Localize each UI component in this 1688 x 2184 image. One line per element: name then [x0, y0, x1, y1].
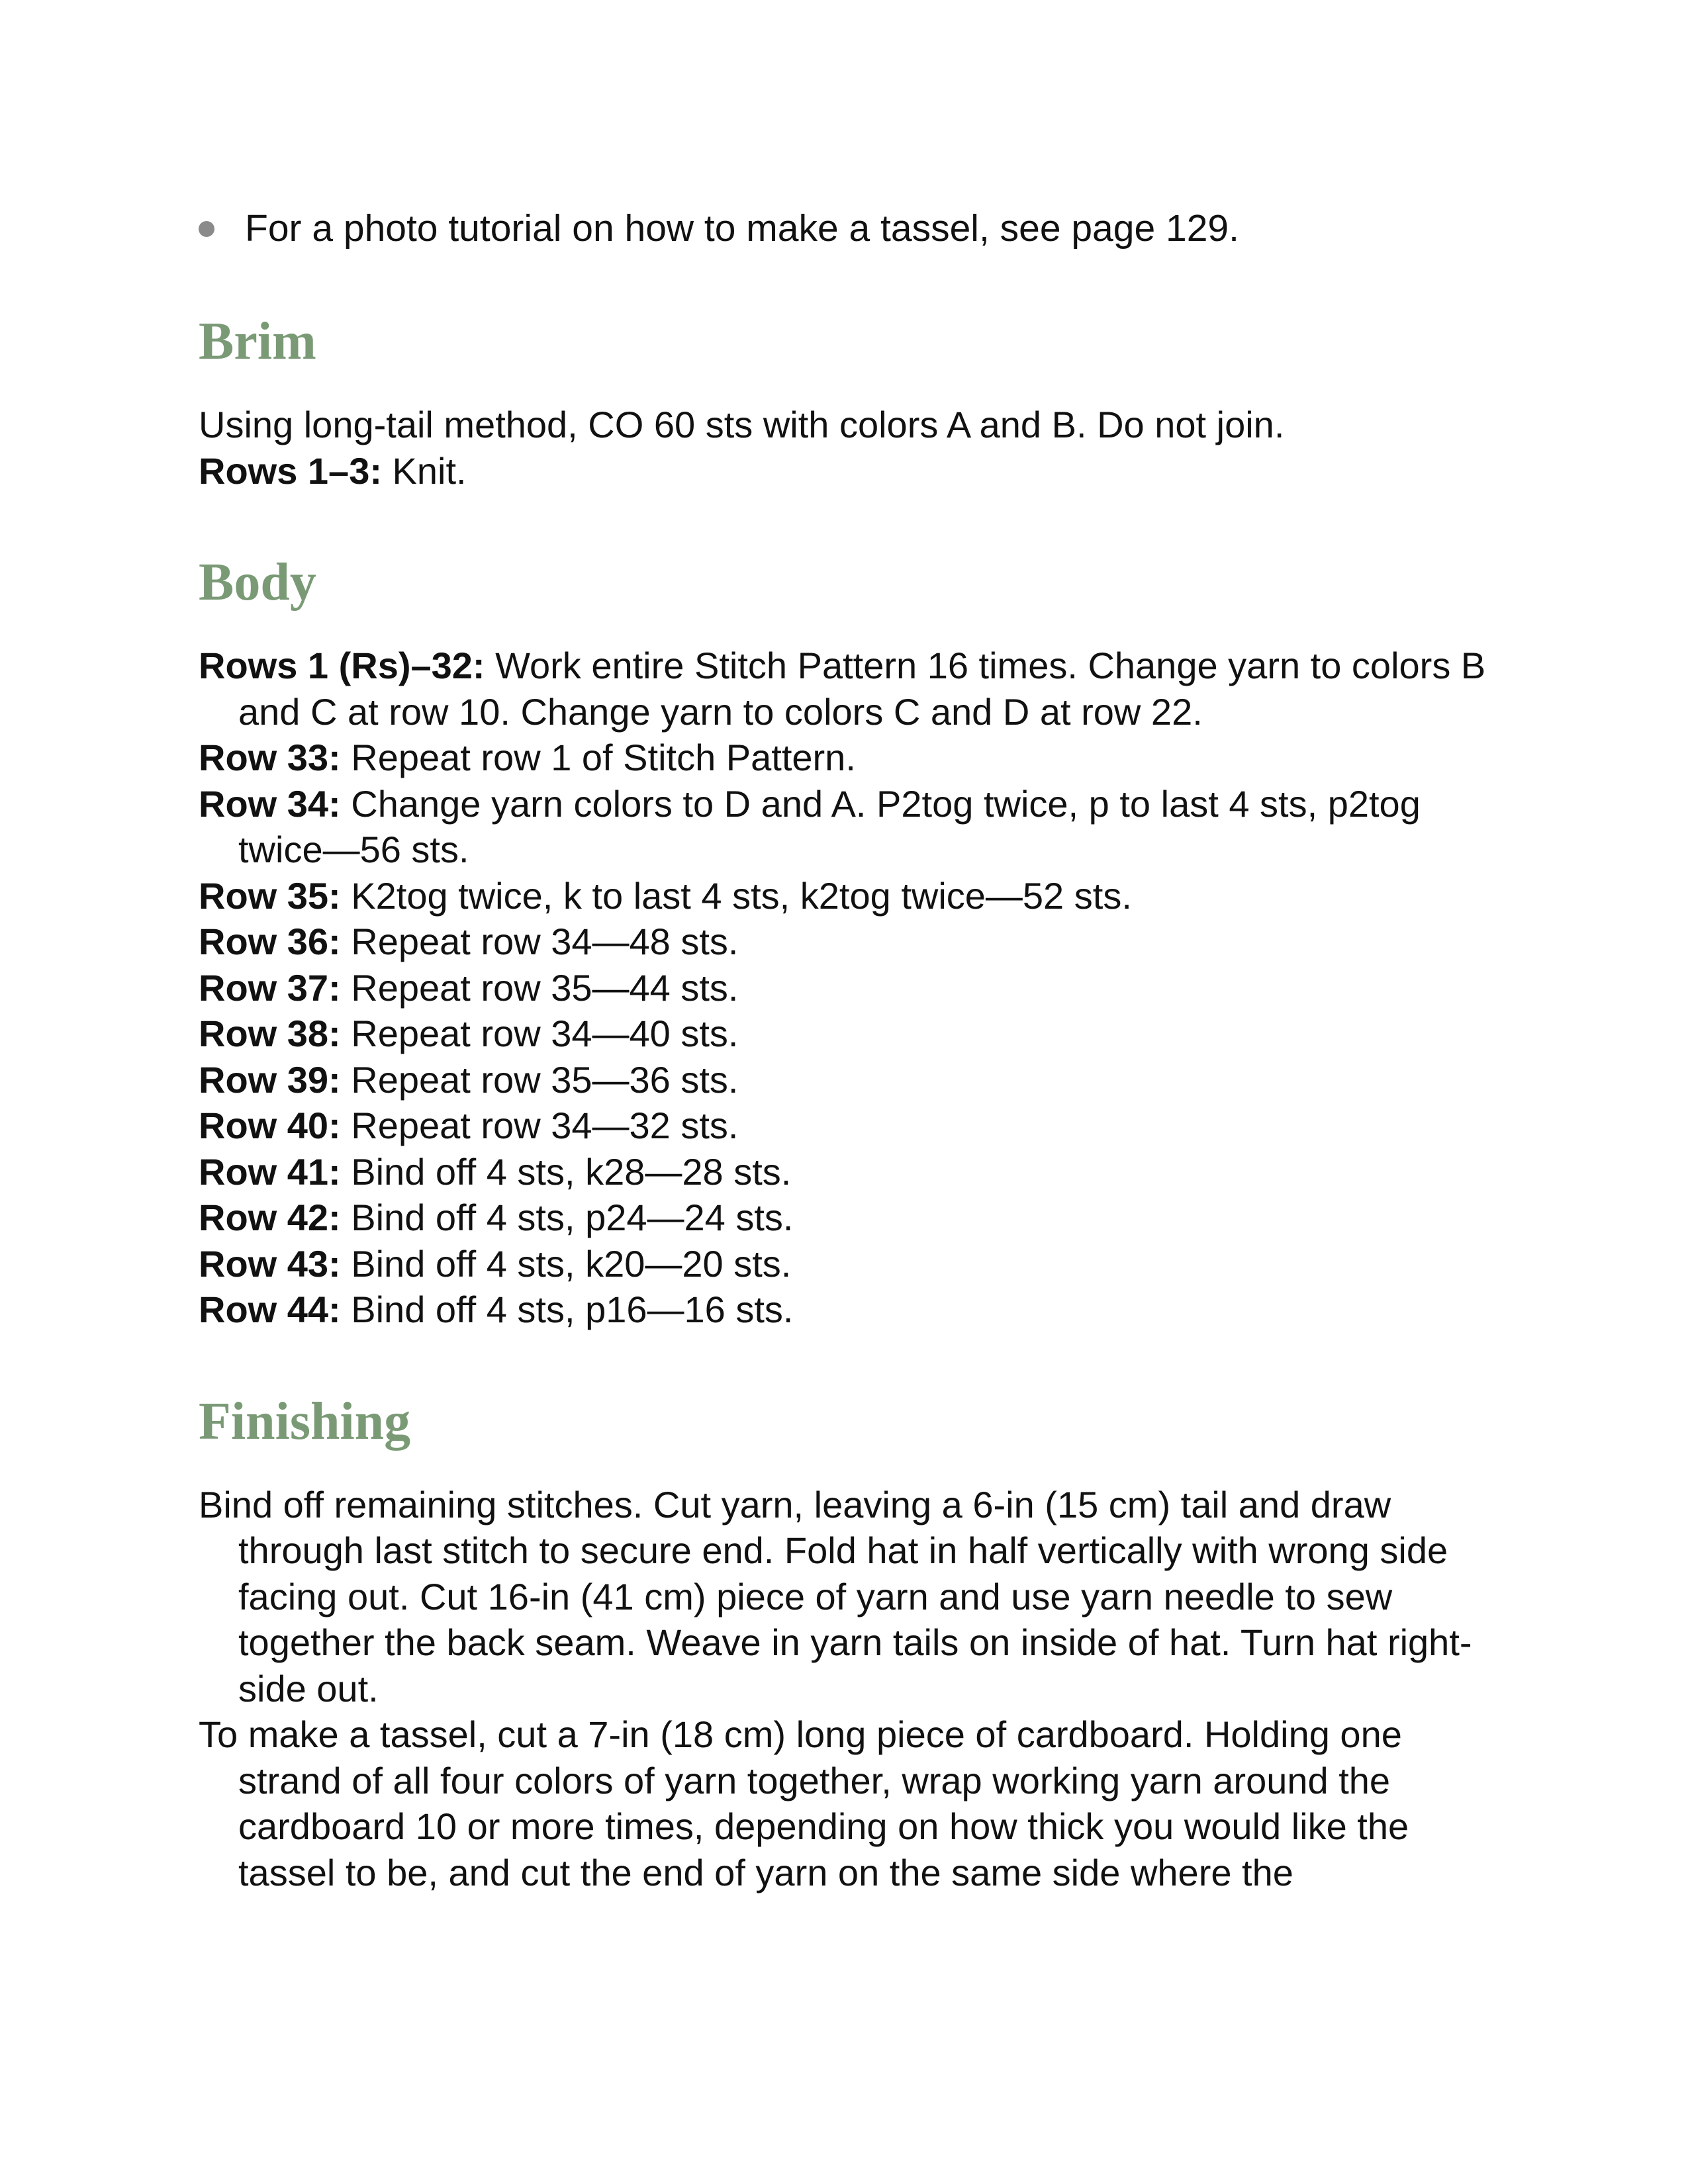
row-text: Repeat row 34—48 sts.	[340, 921, 739, 962]
finishing-heading: Finishing	[199, 1392, 411, 1451]
row-label: Row 34:	[199, 782, 341, 825]
row-label: Row 33:	[199, 737, 341, 778]
row-label: Row 40:	[199, 1105, 341, 1146]
body-line	[199, 965, 1496, 1011]
row-text: Knit.	[382, 449, 467, 492]
body-line	[199, 1287, 1496, 1333]
body-line	[199, 1057, 1496, 1103]
finishing-paragraph: To make a tassel, cut a 7-in (18 cm) long piece of cardboard. Holding one strand of all four colors of yarn together, wrap working yarn around the cardboard 10 or more times, depending on how thick you would like the tassel to be, and cut the end of yarn on the same side where the	[199, 1713, 1409, 1893]
body-instructions	[199, 643, 1496, 1333]
row-text: Repeat row 35—36 sts.	[340, 1058, 739, 1101]
brim-heading: Brim	[199, 312, 316, 371]
row-text: Repeat row 1 of Stitch Pattern.	[340, 737, 856, 778]
page-content	[199, 205, 1496, 1895]
row-label: Row 36:	[199, 921, 341, 962]
brim-line	[199, 402, 1496, 448]
row-text: Repeat row 34—40 sts.	[340, 1013, 739, 1054]
row-text: Repeat row 34—32 sts.	[340, 1105, 739, 1146]
row-label: Row 43:	[199, 1242, 341, 1285]
body-line	[199, 873, 1496, 919]
row-text: Bind off 4 sts, p16—16 sts.	[340, 1289, 794, 1330]
tip-bullet-item	[199, 205, 1496, 251]
finishing-instructions	[199, 1482, 1496, 1896]
row-label: Row 39:	[199, 1058, 341, 1101]
row-text: Bind off 4 sts, p24—24 sts.	[340, 1197, 794, 1238]
row-text: Bind off 4 sts, k20—20 sts.	[340, 1242, 792, 1285]
body-line	[199, 919, 1496, 965]
row-label: Row 41:	[199, 1150, 341, 1193]
row-text: Using long-tail method, CO 60 sts with colors A and B. Do not join.	[199, 404, 1285, 445]
row-label: Rows 1–3:	[199, 449, 382, 492]
row-text: Bind off 4 sts, k28—28 sts.	[340, 1150, 792, 1193]
body-line	[199, 1241, 1496, 1287]
row-text: Work entire Stitch Pattern 16 times. Change yarn to colors B and C at row 10. Change yarn to colors C and D at row 22.	[238, 645, 1486, 733]
tip-text: For a photo tutorial on how to make a tassel, see page 129.	[245, 207, 1239, 250]
row-label: Row 35:	[199, 874, 341, 917]
body-line	[199, 643, 1496, 735]
body-line	[199, 1195, 1496, 1241]
row-label: Row 44:	[199, 1289, 341, 1330]
body-line	[199, 1011, 1496, 1057]
body-heading: Body	[199, 553, 316, 612]
row-label: Row 37:	[199, 966, 341, 1009]
row-text: K2tog twice, k to last 4 sts, k2tog twice—52 sts.	[340, 874, 1132, 917]
body-line	[199, 781, 1496, 873]
row-label: Rows 1 (Rs)–32:	[199, 645, 485, 686]
body-line	[199, 1149, 1496, 1195]
body-line	[199, 735, 1496, 781]
row-label: Row 42:	[199, 1197, 341, 1238]
row-text: Repeat row 35—44 sts.	[340, 966, 739, 1009]
bullet-dot-icon	[199, 221, 214, 237]
brim-instructions	[199, 402, 1496, 494]
row-text: Change yarn colors to D and A. P2tog twice, p to last 4 sts, p2tog twice—56 sts.	[238, 782, 1421, 870]
body-line	[199, 1103, 1496, 1149]
finishing-paragraph: Bind off remaining stitches. Cut yarn, leaving a 6-in (15 cm) tail and draw through last stitch to secure end. Fold hat in half vertically with wrong side facing out. Cut 16-in (41 cm) piece of yarn and use yarn needle to sew together the back seam. Weave in yarn tails on inside of hat. Turn hat right-side out.	[199, 1483, 1472, 1709]
brim-line	[199, 448, 1496, 494]
row-label: Row 38:	[199, 1013, 341, 1054]
